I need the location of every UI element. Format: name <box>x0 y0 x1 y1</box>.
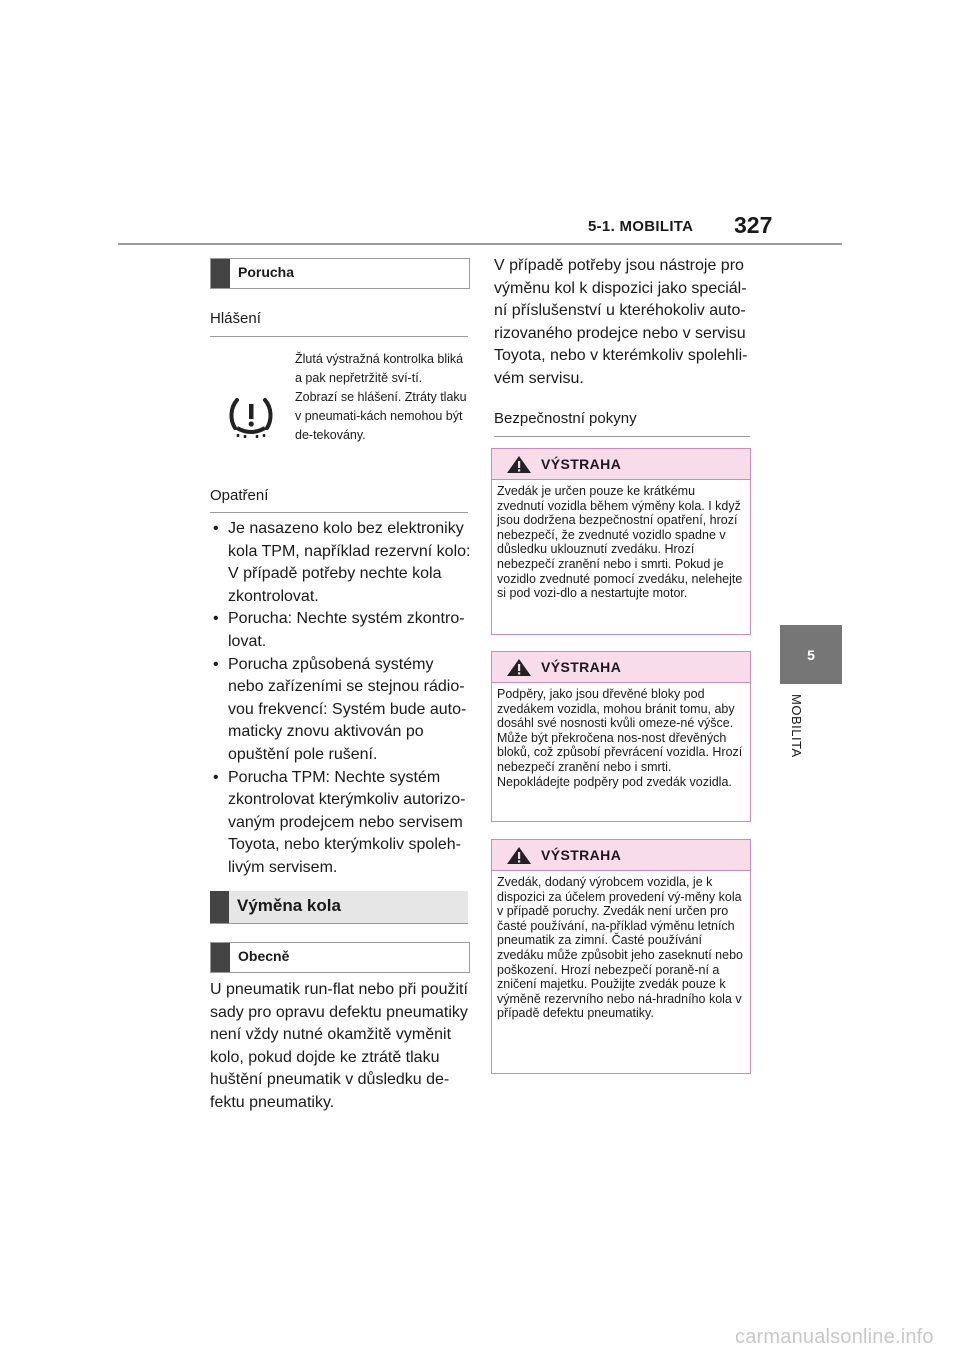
warning-header <box>492 840 750 871</box>
warning-box <box>491 839 751 1074</box>
chapter-side-label-text: MOBILITA <box>789 694 804 758</box>
warning-triangle-icon <box>506 658 532 677</box>
warning-text: Zvedák je určen pouze ke krátkému zvednutí vozidla během výměny kola. I když jsou dodržena bezpečnostní opatření, hrozí nebezpečí, že zvednuté vozidlo spadne v důsledku uklouznutí zvedáku. Hrozí nebezpečí zranění nebo i smrti. Pokud je vozidlo zvednuté pomocí zvedáku, nelehejte si pod vozi-dlo a nestartujte motor. <box>497 484 743 601</box>
safety-heading: Bezpečnostní pokyny <box>494 410 637 427</box>
intro-paragraph: V případě potřeby jsou nástroje pro výměnu kol k dispozici jako speciál-ní příslušenství u kteréhokoliv auto-rizovaného prodejce nebo v servisu Toyota, nebo v kterémkoliv spolehli-vém servisu. <box>494 257 748 387</box>
list-item: • Je nasazeno kolo bez elektroniky kola TPM, například rezervní kolo: V případě potřeby nechte kola zkontrolovat. <box>210 518 472 608</box>
chapter-side-label <box>786 694 806 784</box>
section-heading <box>210 891 468 924</box>
action-label: Opatření <box>210 487 269 504</box>
section-title-header: 5-1. MOBILITA <box>588 218 694 235</box>
warning-title: VÝSTRAHA <box>541 659 622 675</box>
watermark: carmanualsonline.info <box>735 1326 934 1348</box>
warning-text: Zvedák, dodaný výrobcem vozidla, je k dispozici za účelem provedení vý-měny kola v případě poruchy. Zvedák není určen pro časté používání, na-příklad výměnu letních pneumatik za zimní. Časté používání zvedáku může způsobit jeho zaseknutí nebo poškození. Hrozí nebezpečí poraně-ní a zničení majetku. Použijte zvedák pouze k výměně rezervního nebo ná-hradního kola v případě defektu pneumatiky. <box>497 875 743 1021</box>
tpms-warning-icon <box>228 396 274 438</box>
general-heading <box>210 942 470 973</box>
warning-triangle-icon <box>506 846 532 865</box>
action-rule <box>210 512 468 513</box>
page-number: 327 <box>734 212 773 238</box>
message-label: Hlášení <box>210 310 261 327</box>
general-paragraph: U pneumatik run-flat nebo při použití sady pro opravu defektu pneumatiky není vždy nutné okamžitě vyměnit kolo, pokud dojde ke ztrátě tlaku huštění pneumatik v důsledku de-fektu pneumatiky. <box>210 981 468 1111</box>
list-item: • Porucha TPM: Nechte systém zkontrolovat kterýmkoliv autorizo-vaným prodejcem nebo servisem Toyota, nebo kterýmkoliv spoleh-livým servisem. <box>210 767 472 880</box>
heading-block <box>211 943 230 972</box>
warning-header <box>492 652 750 683</box>
header-rule <box>118 243 842 245</box>
warning-header <box>492 449 750 480</box>
action-list <box>210 518 472 880</box>
fault-heading <box>210 258 470 289</box>
chapter-tab-number: 5 <box>807 646 815 663</box>
section-heading-text: Výměna kola <box>237 896 341 915</box>
safety-rule <box>494 436 750 437</box>
warning-box <box>491 448 751 635</box>
message-rule <box>210 336 468 337</box>
list-item: • Porucha způsobená systémy nebo zařízeními se stejnou rádio-vou frekvencí: Systém bude auto-maticky znovu aktivován po opuštění pole rušení. <box>210 654 472 767</box>
list-item: • Porucha: Nechte systém zkontro-lovat. <box>210 608 472 653</box>
general-heading-text: Obecně <box>238 948 290 964</box>
heading-block <box>211 259 230 288</box>
chapter-tab <box>780 625 842 684</box>
warning-triangle-icon <box>506 455 532 474</box>
fault-heading-text: Porucha <box>238 264 295 280</box>
warning-box <box>491 651 751 822</box>
heading-block <box>210 891 229 923</box>
warning-title: VÝSTRAHA <box>541 847 622 863</box>
tpms-warning-description: Žlutá výstražná kontrolka bliká a pak nepřetržitě sví-tí. Zobrazí se hlášení. Ztráty tlaku v pneumati-kách nemohou být de-tekovány. <box>295 352 467 442</box>
warning-title: VÝSTRAHA <box>541 456 622 472</box>
warning-text: Podpěry, jako jsou dřevěné bloky pod zvedákem vozidla, mohou bránit tomu, aby dosáhl své nosnosti kvůli omeze-né výšce. Může být překročena nos-nost dřevěných bloků, což způsobí převrácení vozidla. Hrozí nebezpečí zranění nebo i smrti. Nepokládejte podpěry pod zvedák vozidla. <box>497 687 743 789</box>
